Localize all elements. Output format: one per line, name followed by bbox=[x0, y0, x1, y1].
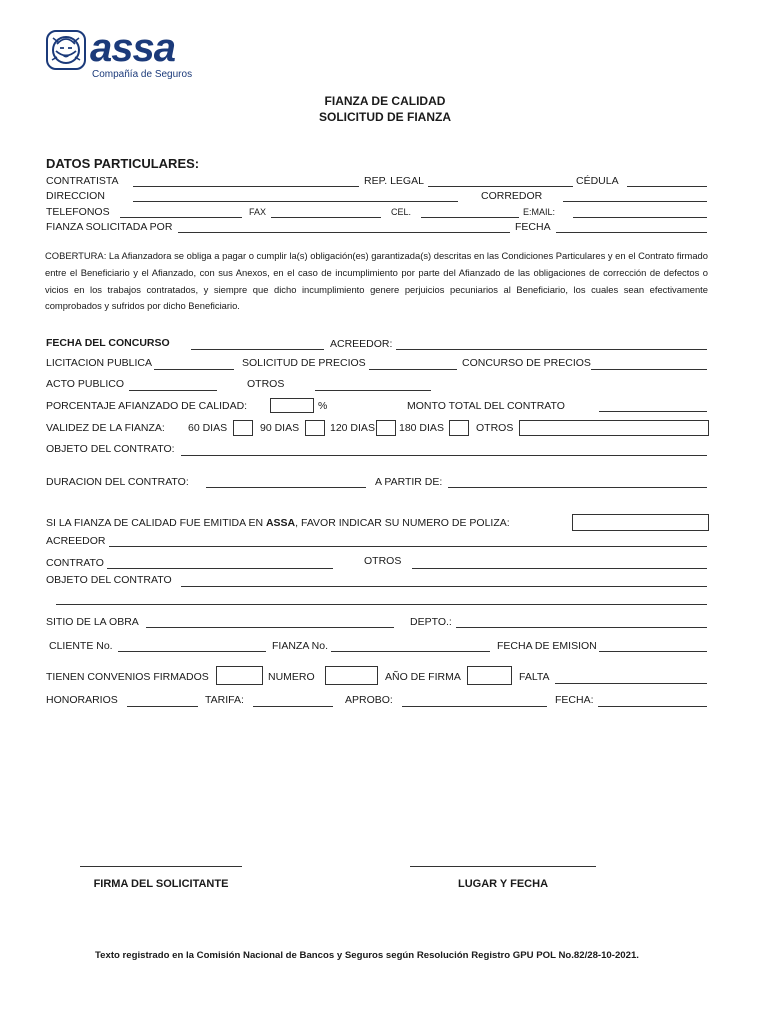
numero-input[interactable] bbox=[325, 666, 378, 685]
honorarios-label: HONORARIOS bbox=[46, 694, 118, 706]
lion-emblem-icon bbox=[46, 30, 86, 70]
d60-checkbox[interactable] bbox=[233, 420, 253, 436]
contratista-label: CONTRATISTA bbox=[46, 175, 119, 187]
solicitud-precios-label: SOLICITUD DE PRECIOS bbox=[242, 357, 366, 369]
poliza-otros-field[interactable] bbox=[412, 568, 707, 569]
porcentaje-label: PORCENTAJE AFIANZADO DE CALIDAD: bbox=[46, 400, 248, 412]
fecha2-label: FECHA: bbox=[555, 694, 594, 706]
depto-label: DEPTO.: bbox=[410, 616, 452, 628]
convenios-label: TIENEN CONVENIOS FIRMADOS bbox=[46, 671, 209, 683]
fecha-emision-field[interactable] bbox=[599, 651, 707, 652]
poliza-question: SI LA FIANZA DE CALIDAD FUE EMITIDA EN ASSA, FAVOR INDICAR SU NUMERO DE POLIZA: bbox=[46, 517, 510, 529]
poliza-objeto-label: OBJETO DEL CONTRATO bbox=[46, 574, 172, 586]
depto-field[interactable] bbox=[456, 627, 707, 628]
fecha-field[interactable] bbox=[556, 232, 707, 233]
poliza-question-brand: ASSA bbox=[265, 517, 296, 529]
fecha2-field[interactable] bbox=[598, 706, 707, 707]
tarifa-label: TARIFA: bbox=[205, 694, 244, 706]
concurso-precios-field[interactable] bbox=[591, 369, 707, 370]
fecha-concurso-field[interactable] bbox=[191, 349, 324, 350]
duracion-field[interactable] bbox=[206, 487, 366, 488]
poliza-number-input[interactable] bbox=[572, 514, 709, 531]
d120-checkbox[interactable] bbox=[376, 420, 396, 436]
cel-label: CEL. bbox=[391, 207, 412, 217]
duracion-label: DURACION DEL CONTRATO: bbox=[46, 476, 189, 488]
otros-label: OTROS bbox=[247, 378, 285, 390]
monto-field[interactable] bbox=[599, 411, 707, 412]
cliente-field[interactable] bbox=[118, 651, 266, 652]
corredor-label: CORREDOR bbox=[481, 190, 543, 202]
lugar-fecha-line[interactable] bbox=[410, 866, 596, 867]
fax-label: FAX bbox=[249, 207, 267, 217]
solicitud-precios-field[interactable] bbox=[369, 369, 457, 370]
telefonos-field[interactable] bbox=[120, 217, 242, 218]
validez-label: VALIDEZ DE LA FIANZA: bbox=[46, 422, 165, 434]
aprobo-label: APROBO: bbox=[345, 694, 393, 706]
objeto-contrato-field[interactable] bbox=[181, 455, 707, 456]
fianza-solicitada-label: FIANZA SOLICITADA POR bbox=[46, 221, 173, 233]
poliza-objeto-field[interactable] bbox=[181, 586, 707, 587]
concurso-precios-label: CONCURSO DE PRECIOS bbox=[462, 357, 591, 369]
fecha-concurso-label: FECHA DEL CONCURSO bbox=[46, 337, 170, 349]
d90-checkbox[interactable] bbox=[305, 420, 325, 436]
assa-logo bbox=[46, 28, 196, 84]
poliza-acreedor-field[interactable] bbox=[109, 546, 707, 547]
anio-firma-label: AÑO DE FIRMA bbox=[385, 671, 461, 683]
direccion-label: DIRECCION bbox=[46, 190, 105, 202]
page-subtitle: SOLICITUD DE FIANZA bbox=[319, 110, 451, 124]
tarifa-field[interactable] bbox=[253, 706, 333, 707]
email-field[interactable] bbox=[573, 217, 707, 218]
rep-legal-label: REP. LEGAL bbox=[364, 175, 424, 187]
contrato-field[interactable] bbox=[107, 568, 333, 569]
fecha-emision-label: FECHA DE EMISION bbox=[497, 640, 597, 652]
numero-label: NUMERO bbox=[268, 671, 315, 683]
falta-label: FALTA bbox=[519, 671, 550, 683]
footer-text: Texto registrado en la Comisión Nacional de Bancos y Seguros según Resolución Registro GPU POL No.82/28-10-2021. bbox=[95, 950, 639, 961]
honorarios-field[interactable] bbox=[127, 706, 198, 707]
otros-field[interactable] bbox=[315, 390, 431, 391]
sitio-label: SITIO DE LA OBRA bbox=[46, 616, 139, 628]
d90-label: 90 DIAS bbox=[260, 422, 300, 434]
d180-checkbox[interactable] bbox=[449, 420, 469, 436]
cliente-label: CLIENTE No. bbox=[49, 640, 113, 652]
cel-field[interactable] bbox=[421, 217, 519, 218]
licitacion-field[interactable] bbox=[154, 369, 234, 370]
acreedor-label: ACREEDOR: bbox=[330, 338, 393, 350]
fianza-no-label: FIANZA No. bbox=[272, 640, 329, 652]
licitacion-label: LICITACION PUBLICA bbox=[46, 357, 152, 369]
otros-validez-input[interactable] bbox=[519, 420, 709, 436]
d120-label: 120 DIAS bbox=[330, 422, 375, 434]
acreedor-field[interactable] bbox=[396, 349, 707, 350]
monto-label: MONTO TOTAL DEL CONTRATO bbox=[407, 400, 565, 412]
acto-publico-label: ACTO PUBLICO bbox=[46, 378, 124, 390]
cedula-field[interactable] bbox=[627, 186, 707, 187]
a-partir-field[interactable] bbox=[448, 487, 707, 488]
rep-legal-field[interactable] bbox=[428, 186, 573, 187]
cobertura-paragraph: COBERTURA: La Afianzadora se obliga a pagar o cumplir la(s) obligación(es) garantizada(s) descritas en las Condiciones Particulares y en el Contrato firmado entre el Beneficiario y el Afianzado, con sus Anexos, en el caso de incumplimiento por parte del Afianzado de las obligaciones de corrección de defectos o vicios en los trabajos contratados, y siempre que dicho incumplimiento genere perjuicios pecuniarios al Beneficiario, los cuales sean efectivamente comprobados y sufridos por dicho Beneficiario. bbox=[45, 250, 708, 312]
telefonos-label: TELEFONOS bbox=[46, 206, 110, 218]
poliza-objeto-field-2[interactable] bbox=[56, 604, 707, 605]
fecha-label: FECHA bbox=[515, 221, 551, 233]
lugar-fecha-label: LUGAR Y FECHA bbox=[457, 878, 549, 890]
poliza-otros-label: OTROS bbox=[364, 555, 402, 567]
contratista-field[interactable] bbox=[133, 186, 359, 187]
corredor-field[interactable] bbox=[563, 201, 707, 202]
page-title: FIANZA DE CALIDAD bbox=[324, 94, 446, 108]
convenios-input[interactable] bbox=[216, 666, 263, 685]
email-label: E:MAIL: bbox=[523, 207, 556, 217]
poliza-acreedor-label: ACREEDOR bbox=[46, 535, 106, 547]
d180-label: 180 DIAS bbox=[399, 422, 444, 434]
brand-wordmark: assa bbox=[90, 26, 175, 70]
percent-sign: % bbox=[318, 400, 328, 412]
contrato-label: CONTRATO bbox=[46, 557, 104, 569]
porcentaje-input[interactable] bbox=[270, 398, 314, 413]
direccion-field[interactable] bbox=[133, 201, 458, 202]
firma-solicitante-line[interactable] bbox=[80, 866, 242, 867]
sitio-field[interactable] bbox=[146, 627, 394, 628]
fianza-solicitada-field[interactable] bbox=[178, 232, 510, 233]
falta-field[interactable] bbox=[555, 683, 707, 684]
firma-solicitante-label: FIRMA DEL SOLICITANTE bbox=[93, 878, 229, 890]
datos-heading: DATOS PARTICULARES: bbox=[46, 156, 200, 171]
acto-publico-field[interactable] bbox=[129, 390, 217, 391]
fianza-no-field[interactable] bbox=[331, 651, 490, 652]
cedula-label: CÉDULA bbox=[576, 175, 619, 187]
anio-firma-input[interactable] bbox=[467, 666, 512, 685]
d60-label: 60 DIAS bbox=[188, 422, 228, 434]
otros-validez-label: OTROS bbox=[476, 422, 514, 434]
fax-field[interactable] bbox=[271, 217, 381, 218]
company-name: Compañía de Seguros bbox=[92, 69, 193, 80]
aprobo-field[interactable] bbox=[402, 706, 547, 707]
objeto-contrato-label: OBJETO DEL CONTRATO: bbox=[46, 443, 175, 455]
a-partir-label: A PARTIR DE: bbox=[375, 476, 443, 488]
